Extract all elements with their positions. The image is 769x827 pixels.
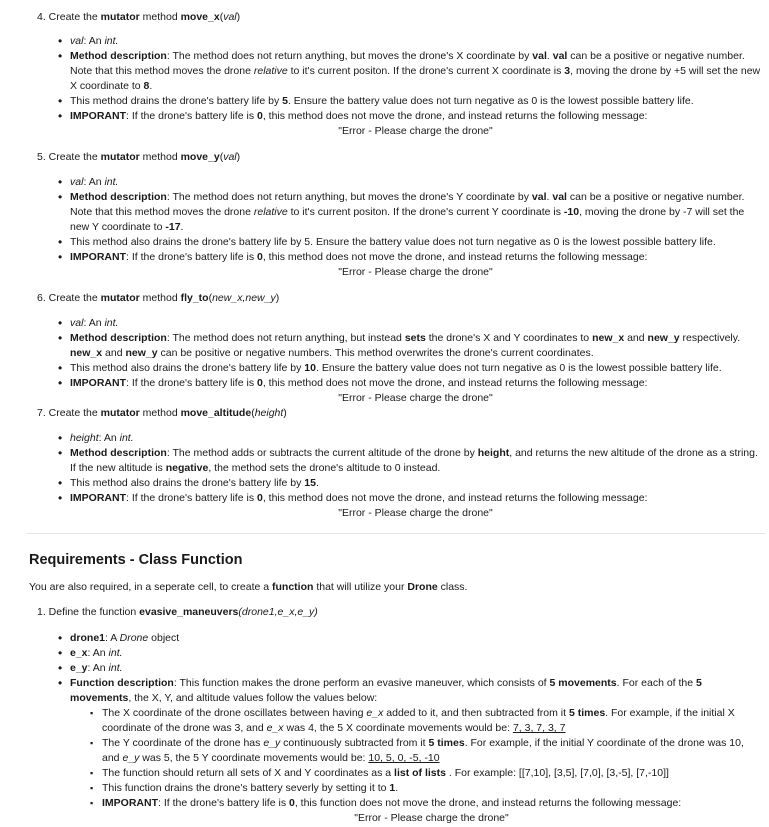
- list-item: ▪ The Y coordinate of the drone has e_y continuously subtracted from it 5 times. For example, if the initial Y coordinate of the drone was 10, and e_y was 5, the 5 Y coordinate movements would be: 10, 5, 0, -5, -10: [90, 736, 761, 766]
- section5-title: 5. Create the mutator method move_y(val): [37, 151, 241, 163]
- list-item: • val: An int.: [58, 175, 761, 190]
- list-item: • IMPORANT: If the drone's battery life is 0, this method does not move the drone, and instead returns the following message: "Error - Please charge the drone": [58, 109, 761, 139]
- list-item: • This method drains the drone's battery life by 5. Ensure the battery value does not turn negative as 0 is the lowest possible battery life.: [58, 94, 761, 109]
- list-item: • val: An int.: [58, 316, 761, 331]
- section4-title: 4. Create the mutator method move_x(val): [37, 11, 241, 23]
- section5-list: [58, 175, 761, 280]
- list-item: • Method description: The method does not return anything, but instead sets the drone's X and Y coordinates to new_x and new_y respectively. new_x and new_y can be positive or negative numbers. This method overwrites the drone's current coordinates.: [58, 331, 761, 361]
- list-item: ▪ The function should return all sets of X and Y coordinates as a list of lists . For example: [[7,10], [3,5], [7,0], [3,-5], [7,-10]]: [90, 766, 761, 781]
- requirements-heading: Requirements - Class Function: [29, 552, 243, 568]
- list-item: • IMPORANT: If the drone's battery life is 0, this method does not move the drone, and instead returns the following message: "Error - Please charge the drone": [58, 491, 761, 521]
- section4-list: [58, 34, 761, 139]
- list-item: ▪ IMPORANT: If the drone's battery life is 0, this function does not move the drone, and instead returns the following message: "Error - Please charge the drone": [90, 796, 761, 826]
- list-item: • Method description: The method does not return anything, but moves the drone's Y coordinate by val. val can be a positive or negative number. Note that this method moves the drone relative to it's current positon. If the drone's current Y coordinate is -10, moving the drone by -7 will set the new Y coordinate to -17.: [58, 190, 761, 235]
- list-item: • e_x: An int.: [58, 646, 761, 661]
- list-item: • Method description: The method adds or subtracts the current altitude of the drone by height, and returns the new altitude of the drone as a string. If the new altitude is negative, the method sets the drone's altitude to 0 instead.: [58, 446, 761, 476]
- section6-title: 6. Create the mutator method fly_to(new_x,new_y): [37, 292, 280, 304]
- list-item: • Function description: This function makes the drone perform an evasive maneuver, which consists of 5 movements. For each of the 5 movements, the X, Y, and altitude values follow the values below: ▪ The X coordinate of the drone oscillates between having e_x added to it, and then subtracted from it 5 times. For example, if the initial X coordinate of the drone was 3, and e_x was 4, the 5 X coordinate movements would be: 7, 3, 7, 3, 7 ▪ The Y coordinate of the drone has e_y continuously subtracted from it 5 times. For example, if the initial Y coordinate of the drone was 10, and e_y was 5, the 5 Y coordinate movements would be: 10, 5, 0, -5, -10 ▪ The function should return all sets of X and Y coordinates as a list of lists . For example: [[7,10], [3,5], [7,0], [3,-5], [7,-10]] ▪ This function drains the drone's battery severly by setting it to 1. ▪ IMPORANT: If the drone's battery life is 0, this function does not move the drone, and instead returns the following message: "Error - Please charge the drone": [58, 676, 761, 826]
- function-definition-title: 1. Define the function evasive_maneuvers(drone1,e_x,e_y): [37, 606, 318, 618]
- error-message: "Error - Please charge the drone": [338, 125, 493, 137]
- list-item: • e_y: An int.: [58, 661, 761, 676]
- list-item: • drone1: A Drone object: [58, 631, 761, 646]
- error-message: "Error - Please charge the drone": [338, 392, 493, 404]
- list-item: ▪ This function drains the drone's battery severly by setting it to 1.: [90, 781, 761, 796]
- list-item: ▪ The X coordinate of the drone oscillates between having e_x added to it, and then subtracted from it 5 times. For example, if the initial X coordinate of the drone was 3, and e_x was 4, the 5 X coordinate movements would be: 7, 3, 7, 3, 7: [90, 706, 761, 736]
- section6-list: [58, 316, 761, 406]
- error-message: "Error - Please charge the drone": [354, 812, 509, 824]
- list-item: • This method also drains the drone's battery life by 10. Ensure the battery value does not turn negative as 0 is the lowest possible battery life.: [58, 361, 761, 376]
- function-details-sublist: [70, 706, 761, 826]
- list-item: • This method also drains the drone's battery life by 5. Ensure the battery value does not turn negative as 0 is the lowest possible battery life.: [58, 235, 761, 250]
- error-message: "Error - Please charge the drone": [338, 266, 493, 278]
- section7-title: 7. Create the mutator method move_altitude(height): [37, 407, 287, 419]
- list-item: • IMPORANT: If the drone's battery life is 0, this method does not move the drone, and instead returns the following message: "Error - Please charge the drone": [58, 250, 761, 280]
- list-item: • height: An int.: [58, 431, 761, 446]
- list-item: • val: An int.: [58, 34, 761, 49]
- list-item: • Method description: The method does not return anything, but moves the drone's X coordinate by val. val can be a positive or negative number. Note that this method moves the drone relative to it's current positon. If the drone's current X coordinate is 3, moving the drone by +5 will set the new X coordinate to 8.: [58, 49, 761, 94]
- requirements-intro: You are also required, in a seperate cell, to create a function that will utilize your Drone class.: [29, 581, 468, 593]
- function-params-list: [58, 631, 761, 826]
- list-item: • IMPORANT: If the drone's battery life is 0, this method does not move the drone, and instead returns the following message: "Error - Please charge the drone": [58, 376, 761, 406]
- list-item: • This method also drains the drone's battery life by 15.: [58, 476, 761, 491]
- error-message: "Error - Please charge the drone": [338, 507, 493, 519]
- section7-list: [58, 431, 761, 521]
- section-divider: [26, 533, 765, 534]
